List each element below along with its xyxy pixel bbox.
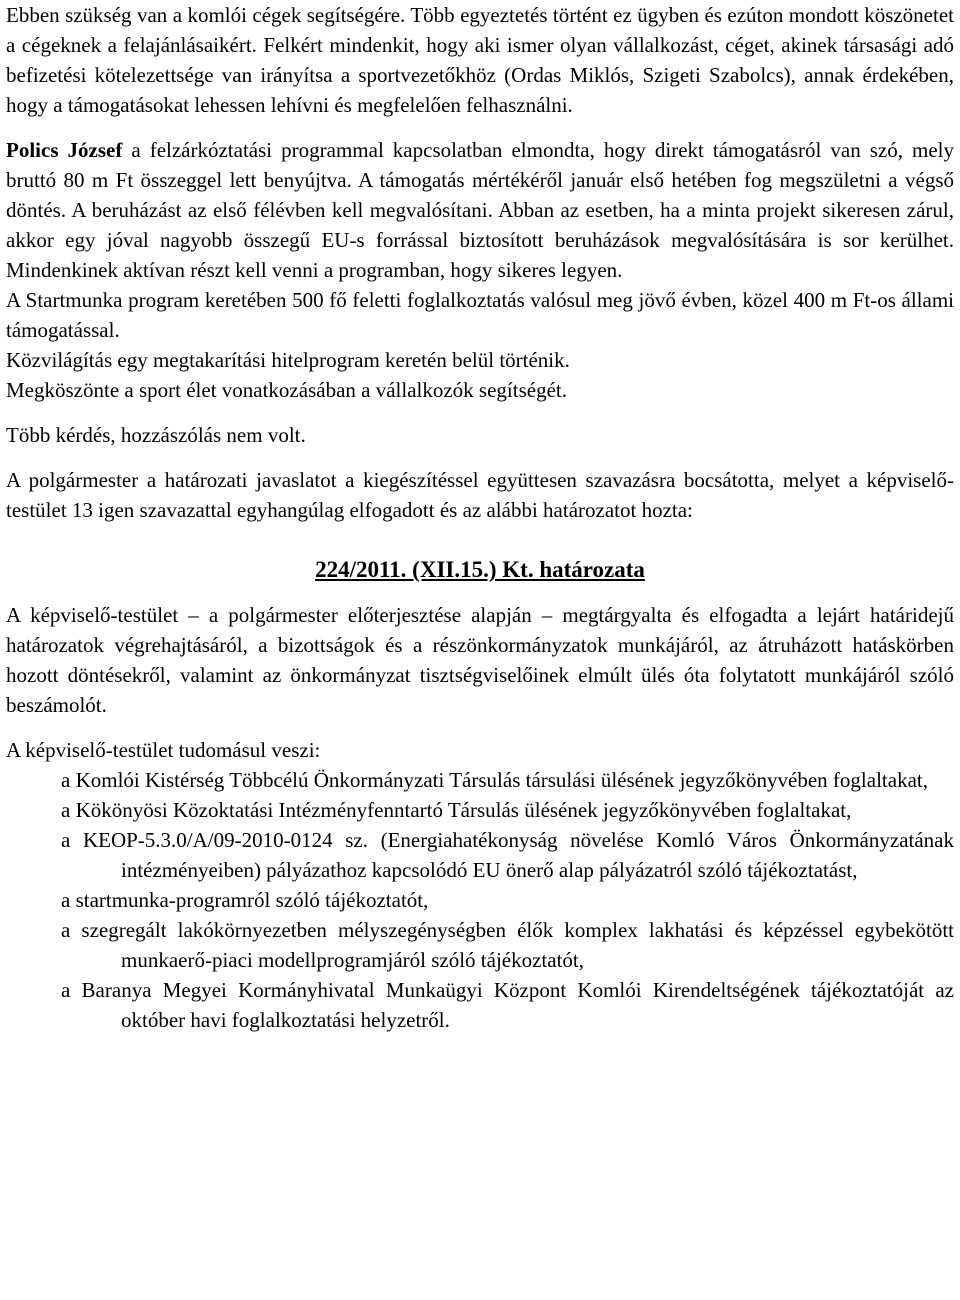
spacer [6, 585, 954, 600]
resolution-title: 224/2011. (XII.15.) Kt. határozata [315, 557, 645, 582]
list-item: a Komlói Kistérség Többcélú Önkormányzati Társulás társulási ülésének jegyzőkönyvében foglaltakat, [61, 768, 928, 792]
paragraph-sports-support: Ebben szükség van a komlói cégek segítségére. Több egyeztetés történt ez ügyben és ezúton mondott köszönetet a cégeknek a felajánlásaikért. Felkért mindenkit, hogy aki ismer olyan vállalkozást, céget, akinek társasági adó befizetési kötelezettsége van irányítsa a sportvezetőkhöz (Ordas Miklós, Szigeti Szabolcs), annak érdekében, hogy a támogatásokat lehessen lehívni és megfelelően felhasználni. [6, 3, 954, 117]
paragraph-catchup-text: a felzárkóztatási programmal kapcsolatban elmondta, hogy direkt támogatásról van szó, mely bruttó 80 m Ft összeggel lett benyújtva. A támogatás mértékéről január első hetében fog megszületni a végső döntés. A beruházást az első félévben kell megvalósítani. Abban az esetben, ha a minta projekt sikeresen zárul, akkor egy jóval nagyobb összegű EU-s forrással biztosított beruházások megvalósítására is sor kerülhet. Mindenkinek aktívan részt kell venni a programban, hogy sikeres legyen. [6, 138, 954, 282]
paragraph-vote: A polgármester a határozati javaslatot a kiegészítéssel együttesen szavazásra bocsátotta, melyet a képviselő-testület 13 igen szavazattal egyhangúlag elfogadott és az alábbi határozatot hozta: [6, 468, 954, 522]
spacer [6, 120, 954, 135]
list-item: a Kökönyösi Közoktatási Intézményfenntartó Társulás ülésének jegyzőkönyvében foglaltakat, [61, 798, 852, 822]
list-item: a startmunka-programról szóló tájékoztatót, [61, 888, 429, 912]
spacer [6, 405, 954, 420]
paragraph-no-questions: Több kérdés, hozzászólás nem volt. [6, 423, 306, 447]
speaker-name: Polics József [6, 138, 123, 162]
list-item: a szegregált lakókörnyezetben mélyszegénységben élők komplex lakhatási és képzéssel egybekötött munkaerő-piaci modellprogramjáról szóló tájékoztatót, [61, 918, 954, 972]
list-item: a Baranya Megyei Kormányhivatal Munkaügyi Központ Komlói Kirendeltségének tájékoztatóját az október havi foglalkoztatási helyzetről. [61, 978, 954, 1032]
spacer [6, 450, 954, 465]
list-item: a KEOP-5.3.0/A/09-2010-0124 sz. (Energiahatékonyság növelése Komló Város Önkormányzatának intézményeiben) pályázathoz kapcsolódó EU önerő alap pályázatról szóló tájékoztatást, [61, 828, 954, 882]
spacer [6, 720, 954, 735]
paragraph-acknowledges: A képviselő-testület tudomásul veszi: [6, 738, 321, 762]
paragraph-thanks: Megköszönte a sport élet vonatkozásában a vállalkozók segítségét. [6, 378, 567, 402]
paragraph-resolution-body: A képviselő-testület – a polgármester előterjesztése alapján – megtárgyalta és elfogadta a lejárt határidejű határozatok végrehajtásáról, a bizottságok és a részönkormányzatok munkájáról, az átruházott hatáskörben hozott döntésekről, valamint az önkormányzat tisztségviselőinek elmúlt ülés óta folytatott munkájáról szóló beszámolót. [6, 603, 954, 717]
paragraph-startmunka: A Startmunka program keretében 500 fő feletti foglalkoztatás valósul meg jövő évben, közel 400 m Ft-os állami támogatással. [6, 288, 954, 342]
spacer [6, 525, 954, 555]
paragraph-catchup-program [6, 135, 954, 285]
paragraph-street-lighting: Közvilágítás egy megtakarítási hitelprogram keretén belül történik. [6, 348, 570, 372]
acknowledged-items-list [6, 765, 954, 1035]
